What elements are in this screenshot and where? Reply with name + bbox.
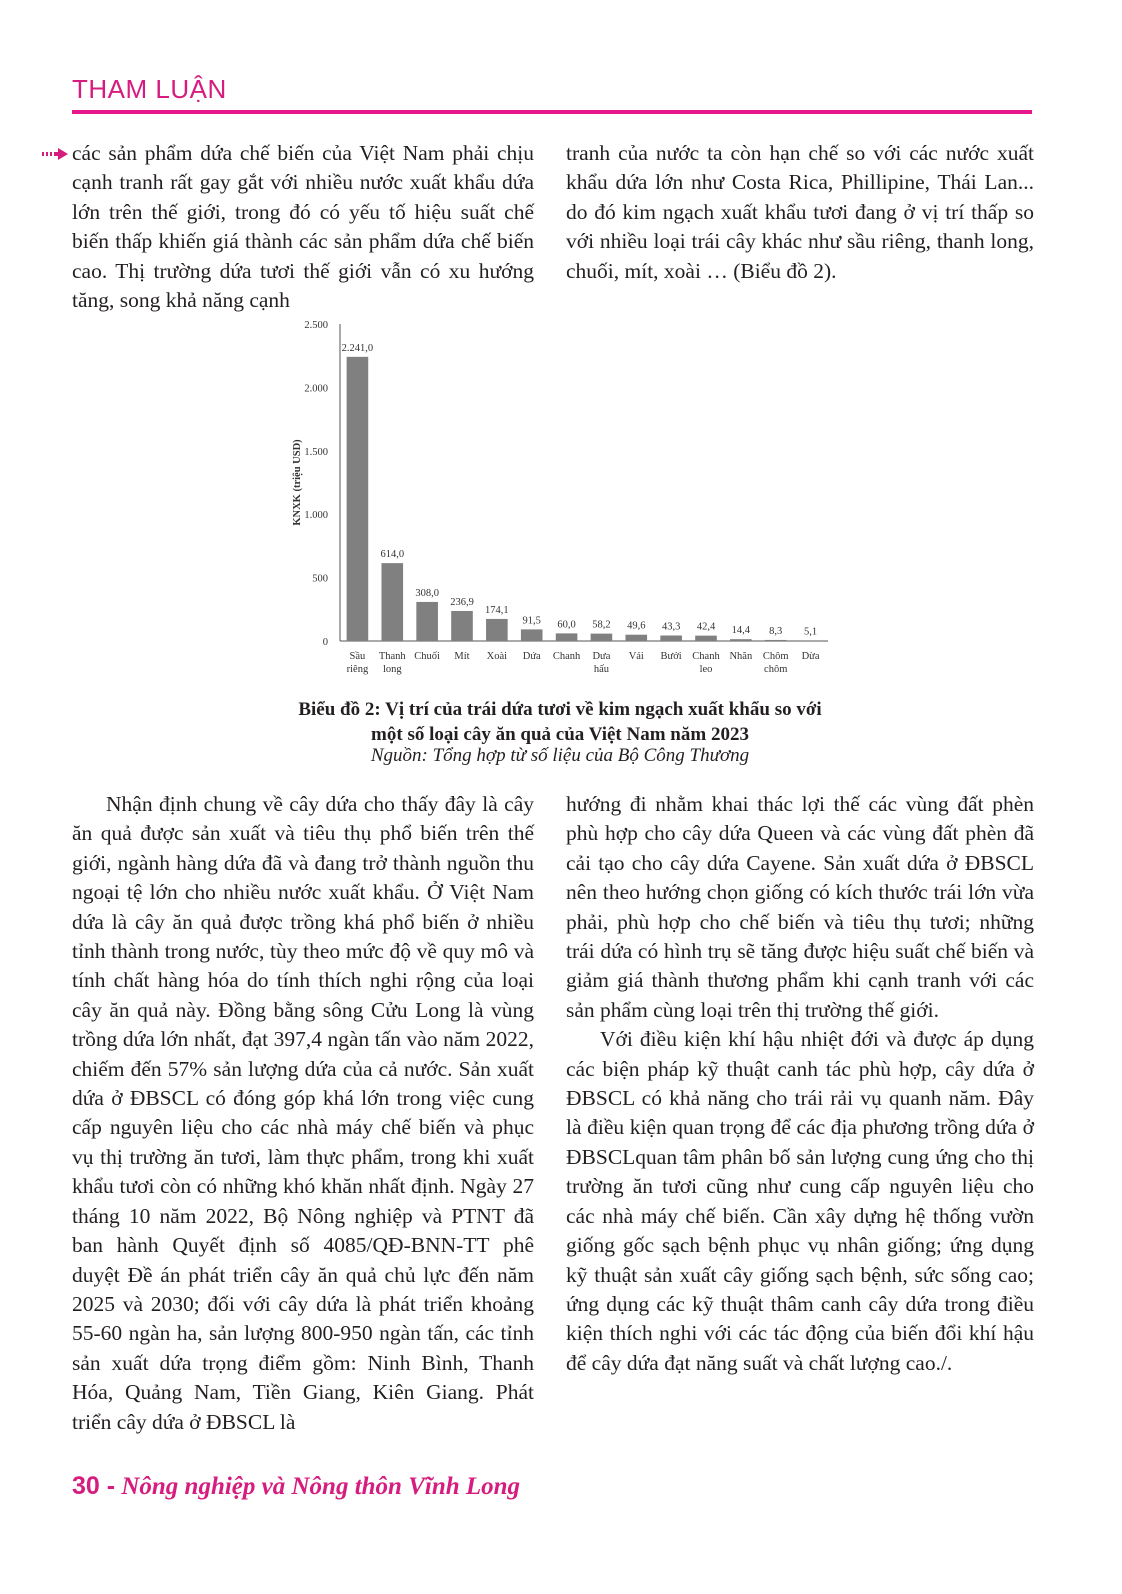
- y-tick-label: 2.000: [304, 383, 328, 395]
- chart-caption-source: Nguồn: Tổng hợp từ số liệu của Bộ Công Thương: [370, 745, 750, 766]
- chart-bar: [381, 563, 403, 641]
- chart-bar: [660, 636, 682, 641]
- chart-bar: [521, 629, 543, 641]
- body-text-left-top: [72, 139, 534, 315]
- paragraph: Nhận định chung về cây dứa cho thấy đây là cây ăn quả được sản xuất và tiêu thụ phổ biến trên thế giới, ngành hàng dứa đã và đang trở thành nguồn thu ngoại tệ lớn cho nhiều nước xuất khẩu. Ở Việt Nam dứa là cây ăn quả được trồng khá phổ biến ở nhiều tỉnh thành trong nước, tùy theo mức độ về quy mô và tính chất hàng hóa do tính thích nghi rộng của loại cây ăn quả này. Đồng bằng sông Cửu Long là vùng trồng dứa lớn nhất, đạt 397,4 ngàn tấn vào năm 2022, chiếm đến 57% sản lượng dứa của cả nước. Sản xuất dứa ở ĐBSCL có đóng góp khá lớn trong việc cung cấp nguyên liệu cho các nhà máy chế biến và phục vụ thị trường ăn tươi, làm thực phẩm, trong khi xuất khẩu tươi còn có những khó khăn nhất định. Ngày 27 tháng 10 năm 2022, Bộ Nông nghiệp và PTNT đã ban hành Quyết định số 4085/QĐ-BNN-TT phê duyệt Đề án phát triển cây ăn quả chủ lực đến năm 2025 và 2030; đối với cây dứa là phát triển khoảng 55-60 ngàn ha, sản lượng 800-950 ngàn tấn, các tỉnh sản xuất dứa trọng điểm gồm: Ninh Bình, Thanh Hóa, Quảng Nam, Tiền Giang, Kiên Giang. Phát triển cây dứa ở ĐBSCL là: [72, 792, 534, 1434]
- x-category-label: Chanh: [552, 651, 581, 662]
- y-tick-label: 0: [322, 637, 328, 648]
- chart-bar: [416, 602, 438, 641]
- bar-value-label: 49,6: [627, 620, 646, 632]
- chart-bar: [451, 611, 473, 641]
- paragraph: tranh của nước ta còn hạn chế so với các nước xuất khẩu dứa lớn như Costa Rica, Phillipine, Thái Lan... do đó kim ngạch xuất khẩu tươi đang ở vị trí thấp so với nhiều loại trái cây khác như sầu riêng, thanh long, chuối, mít, xoài … (Biểu đồ 2).: [566, 141, 1034, 283]
- x-category-label: riêng: [346, 664, 369, 675]
- y-tick-label: 1.000: [304, 510, 328, 522]
- continuation-arrow-icon: [42, 147, 70, 161]
- x-category-label: Mít: [454, 651, 470, 662]
- bar-value-label: 2.241,0: [341, 342, 374, 354]
- chart-caption-title: [160, 697, 960, 747]
- chart-bar: [800, 640, 822, 641]
- x-category-label: chôm: [764, 664, 788, 675]
- export-value-bar-chart: [280, 312, 840, 697]
- x-category-label: Dưa: [592, 651, 611, 662]
- chart-bar: [765, 640, 787, 641]
- bar-value-label: 14,4: [731, 625, 751, 637]
- paragraph: hướng đi nhằm khai thác lợi thế các vùng đất phèn phù hợp cho cây dứa Queen và các vùng đất phèn đã cải tạo cho cây dứa Cayene. Sản xuất dứa ở ĐBSCL nên theo hướng chọn giống có kích thước trái lớn vừa phải, phù hợp cho chế biến và tiêu thụ tươi; những trái dứa có hình trụ sẽ tăng được hiệu suất chế biến và giảm giá thành thương phẩm khi cạnh tranh với các sản phẩm cùng loại trên thị trường thế giới.: [566, 792, 1034, 1022]
- chart-svg: [280, 312, 840, 697]
- bar-value-label: 236,9: [450, 596, 474, 608]
- paragraph: các sản phẩm dứa chế biến của Việt Nam phải chịu cạnh tranh rất gay gắt với nhiều nước xuất khẩu dứa lớn trên thế giới, trong đó có yếu tố hiệu suất chế biến thấp khiến giá thành các sản phẩm dứa chế biến cao. Thị trường dứa tươi thế giới vẫn có xu hướng tăng, song khả năng cạnh: [72, 141, 534, 313]
- chart-bar: [625, 635, 647, 641]
- x-category-label: Dứa: [522, 651, 541, 662]
- bar-value-label: 5,1: [804, 626, 818, 638]
- paragraph: Với điều kiện khí hậu nhiệt đới và được áp dụng các biện pháp kỹ thuật canh tác phù hợp, cây dứa ở ĐBSCL có khả năng cho trái rải vụ quanh năm. Đây là điều kiện quan trọng để các địa phương trồng dứa ở ĐBSCLquan tâm phân bố sản lượng cung ứng cho thị trường ăn tươi cũng như cung cấp nguyên liệu cho các nhà máy chế biến. Cần xây dựng hệ thống vườn giống gốc sạch bệnh phục vụ nhân giống; ứng dụng kỹ thuật sản xuất cây giống sạch bệnh, sức sống cao; ứng dụng các kỹ thuật thâm canh cây dứa trong điều kiện thích nghi với các tác động của biến đổi khí hậu để cây dứa đạt năng suất và chất lượng cao./.: [566, 1027, 1034, 1375]
- body-text-right-top: [566, 139, 1034, 286]
- x-category-label: long: [382, 664, 402, 675]
- chart-bar: [730, 639, 752, 641]
- chart-bar: [486, 619, 508, 641]
- bar-value-label: 42,4: [696, 621, 716, 633]
- bar-value-label: 58,2: [592, 619, 611, 631]
- bar-value-label: 308,0: [415, 587, 439, 599]
- x-category-label: Chôm: [762, 651, 789, 662]
- bar-value-label: 43,3: [661, 621, 681, 633]
- bar-value-label: 174,1: [485, 604, 509, 616]
- chart-bar: [695, 636, 717, 641]
- page-footer: [72, 1472, 520, 1501]
- x-category-label: Sầu: [349, 651, 366, 662]
- body-text-left-bottom: [72, 790, 534, 1437]
- x-category-label: leo: [699, 664, 713, 675]
- magazine-name: Nông nghiệp và Nông thôn Vĩnh Long: [121, 1473, 521, 1500]
- bar-value-label: 614,0: [380, 549, 405, 561]
- y-tick-label: 500: [312, 573, 328, 585]
- x-category-label: Xoài: [486, 651, 508, 662]
- x-category-label: Dừa: [801, 651, 820, 662]
- body-text-right-bottom: [566, 790, 1034, 1378]
- x-category-label: Thanh: [378, 651, 406, 662]
- caption-title-line-2: một số loại cây ăn quả của Việt Nam năm 2023: [371, 724, 749, 745]
- y-tick-label: 1.500: [304, 446, 328, 458]
- chart-bar: [591, 634, 613, 641]
- page-number: 30 -: [72, 1472, 116, 1500]
- x-category-label: Vải: [628, 651, 644, 662]
- x-category-label: hấu: [593, 664, 610, 675]
- x-category-label: Chanh: [692, 651, 720, 662]
- y-tick-label: 2.500: [304, 320, 328, 331]
- bar-value-label: 8,3: [769, 625, 783, 637]
- chart-bar: [347, 357, 369, 641]
- x-category-label: Nhãn: [729, 651, 753, 662]
- x-category-label: Bưởi: [660, 651, 682, 662]
- x-category-label: Chuối: [414, 651, 440, 662]
- section-header: THAM LUẬN: [72, 74, 227, 104]
- y-axis-title: KNXK (triệu USD): [292, 439, 303, 526]
- bar-value-label: 91,5: [522, 615, 541, 627]
- caption-title-line-1: Biểu đồ 2: Vị trí của trái dứa tươi về kim ngạch xuất khẩu so với: [298, 699, 822, 720]
- header-rule: [72, 110, 1032, 114]
- bar-value-label: 60,0: [557, 619, 576, 631]
- chart-bar: [556, 633, 578, 641]
